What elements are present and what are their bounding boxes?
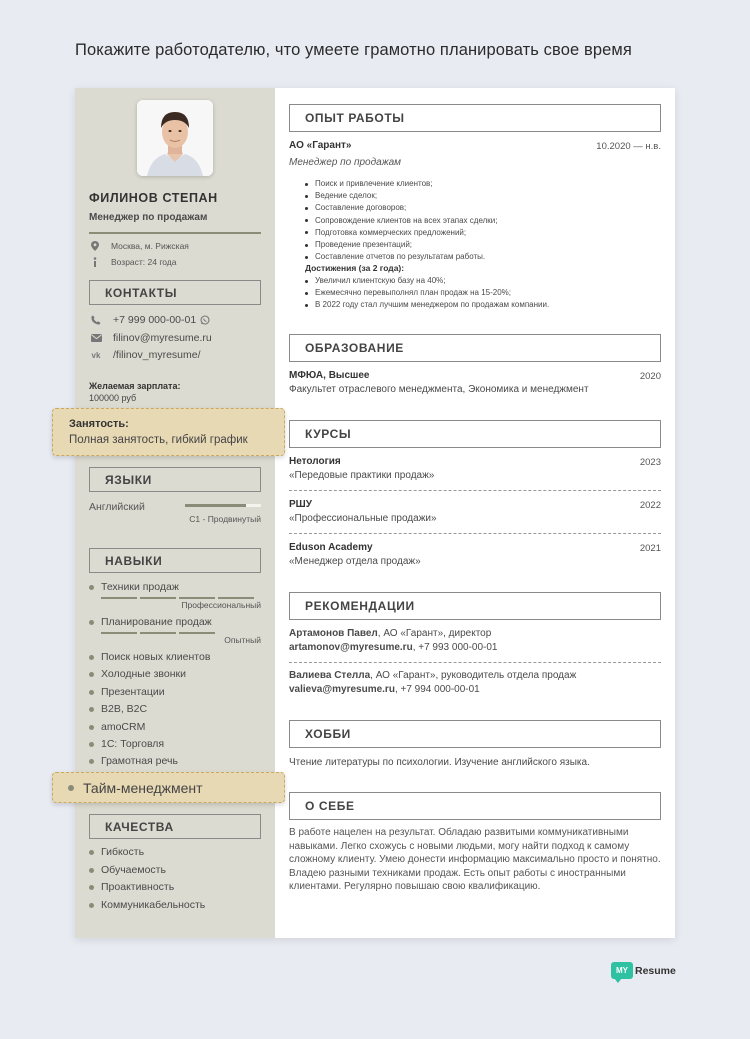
skill-rating-bars: [101, 597, 254, 599]
job-period: 10.2020 — н.в.: [596, 141, 661, 152]
avatar: [137, 100, 213, 176]
recommender-name: Валиева Стелла: [289, 670, 371, 681]
logo-text: Resume: [635, 964, 676, 977]
qualities-heading: КАЧЕСТВА: [89, 814, 261, 839]
list-item: Поиск и привлечение клиентов;: [305, 178, 497, 190]
skill-item: [89, 721, 145, 733]
education-heading: ОБРАЗОВАНИЕ: [289, 334, 661, 362]
age-text: Возраст: 24 года: [111, 257, 177, 267]
skill-name: Холодные звонки: [101, 668, 186, 680]
list-item: Ведение сделок;: [305, 190, 497, 202]
skill-item: [89, 616, 212, 628]
languages-heading: ЯЗЫКИ: [89, 467, 261, 492]
course-org: РШУ: [289, 499, 312, 510]
bullet: [89, 690, 94, 695]
contacts-heading: КОНТАКТЫ: [89, 280, 261, 305]
skill-item: [89, 581, 179, 593]
skill-item: [89, 668, 186, 680]
course-org: Нетология: [289, 456, 341, 467]
skill-item: [89, 738, 164, 750]
hobbies-text: Чтение литературы по психологии. Изучение английского языка.: [289, 757, 590, 768]
quality-item: [89, 846, 144, 858]
duties-list: [305, 178, 497, 263]
rating-bar: [101, 597, 137, 599]
rating-bar: [179, 632, 215, 634]
bullet: [89, 672, 94, 677]
quality-item: [89, 864, 166, 876]
list-item: Ежемесячно перевыполнял план продаж на 15-20%;: [305, 287, 549, 299]
age-row: [89, 257, 176, 267]
rating-bar: [101, 632, 137, 634]
list-item: Сопровождение клиентов на всех этапах сделки;: [305, 215, 497, 227]
recommender-email[interactable]: valieva@myresume.ru: [289, 684, 395, 695]
course-year: 2021: [639, 543, 661, 554]
skill-item: [89, 686, 165, 698]
resume-card: [75, 88, 675, 938]
skill-name: Планирование продаж: [101, 616, 212, 628]
list-item: Составление договоров;: [305, 202, 497, 214]
email-row: [89, 332, 212, 344]
quality-name: Проактивность: [101, 881, 175, 893]
bullet: [89, 903, 94, 908]
job-position: Менеджер по продажам: [289, 157, 402, 168]
course-org: Eduson Academy: [289, 542, 373, 553]
skill-name: Техники продаж: [101, 581, 179, 593]
course-name: «Передовые практики продаж»: [289, 470, 435, 481]
list-item: В 2022 году стал лучшим менеджером по продажам компании.: [305, 299, 549, 311]
skill-level: Опытный: [224, 635, 261, 645]
about-text: В работе нацелен на результат. Обладаю развитыми коммуникативными навыками. Легко схожусь с новыми людьми, могу найти подход к самому сложному клиенту. Умею донести информацию максимально просто и понятно. Владею разными техниками продаж. Есть опыт работы с иностранными клиентами. Регулярно повышаю свою квалификацию.: [289, 827, 661, 892]
skill-item: [89, 755, 178, 767]
recommender-email[interactable]: artamonov@myresume.ru: [289, 642, 413, 653]
quality-item: [89, 899, 205, 911]
skills-heading: НАВЫКИ: [89, 548, 261, 573]
bullet: [89, 742, 94, 747]
divider: [89, 232, 261, 234]
about-heading: О СЕБЕ: [289, 792, 661, 820]
list-item: Подготовка коммерческих предложений;: [305, 227, 497, 239]
achievements-label: Достижения (за 2 года):: [305, 263, 405, 273]
page-headline: Покажите работодателю, что умеете грамотно планировать свое время: [75, 41, 632, 59]
recommender-phone: , +7 993 000-00-01: [412, 642, 498, 653]
vk-icon: vk: [91, 350, 101, 360]
hobbies-heading: ХОББИ: [289, 720, 661, 748]
divider: [289, 490, 661, 491]
company-name: АО «Гарант»: [289, 140, 352, 151]
bullet: [68, 785, 74, 791]
recommender-line: [289, 670, 576, 681]
language-level-bar: [185, 504, 246, 507]
skill-item: [89, 651, 210, 663]
recommender-phone: , +7 994 000-00-01: [394, 684, 480, 695]
skill-name: Презентации: [101, 686, 165, 698]
employment-label: Занятость:: [69, 418, 129, 430]
highlight-skill: Тайм-менеджмент: [83, 780, 203, 796]
mail-icon: [89, 334, 103, 342]
candidate-role: Менеджер по продажам: [89, 212, 208, 223]
skill-name: amoCRM: [101, 721, 146, 733]
quality-name: Обучаемость: [101, 864, 166, 876]
location-row: [89, 241, 189, 251]
bullet: [89, 585, 94, 590]
skill-level: Профессиональный: [181, 600, 261, 610]
divider: [289, 533, 661, 534]
list-item: Проведение презентаций;: [305, 239, 497, 251]
recommender-line: [289, 628, 491, 639]
course-year: 2023: [639, 457, 661, 468]
language-level-bar-rest: [246, 504, 261, 507]
school-name: МФЮА, Высшее: [289, 370, 370, 381]
skill-name: 1С: Торговля: [101, 738, 165, 750]
email-text[interactable]: filinov@myresume.ru: [113, 332, 212, 344]
skill-name: Грамотная речь: [101, 755, 178, 767]
logo-badge: MY: [611, 962, 633, 979]
employment-highlight: [52, 408, 285, 456]
quality-name: Гибкость: [101, 846, 145, 858]
recommender-info: , АО «Гарант», руководитель отдела продаж: [370, 670, 577, 681]
quality-item: [89, 881, 174, 893]
info-icon: [89, 257, 101, 267]
resume-main: [275, 88, 675, 938]
vk-row: [89, 349, 201, 361]
candidate-name: ФИЛИНОВ СТЕПАН: [89, 191, 218, 205]
time-management-highlight: [52, 772, 285, 803]
skill-rating-bars: [101, 632, 215, 634]
recommender-info: , АО «Гарант», директор: [377, 628, 492, 639]
salary-label: Желаемая зарплата:: [89, 381, 181, 391]
whatsapp-icon: [200, 315, 210, 325]
school-program: Факультет отраслевого менеджмента, Экономика и менеджмент: [289, 384, 589, 395]
bullet: [89, 885, 94, 890]
location-text: Москва, м. Рижская: [111, 241, 189, 251]
divider: [289, 662, 661, 663]
resume-sidebar: [75, 88, 275, 938]
bullet: [89, 655, 94, 660]
quality-name: Коммуникабельность: [101, 899, 206, 911]
location-pin-icon: [89, 241, 101, 251]
rating-bar: [140, 597, 176, 599]
list-item: Увеличил клиентскую базу на 40%;: [305, 275, 549, 287]
recommender-name: Артамонов Павел: [289, 628, 378, 639]
rating-bar: [140, 632, 176, 634]
bullet: [89, 620, 94, 625]
skill-item: [89, 703, 147, 715]
myresume-logo: [611, 962, 676, 979]
list-item: Составление отчетов по результатам работы.: [305, 251, 497, 263]
language-level: C1 - Продвинутый: [189, 514, 261, 524]
language-name: Английский: [89, 501, 145, 513]
bullet: [89, 759, 94, 764]
recommendations-heading: РЕКОМЕНДАЦИИ: [289, 592, 661, 620]
bullet: [89, 707, 94, 712]
skill-name: Поиск новых клиентов: [101, 651, 211, 663]
skill-name: B2B, B2C: [101, 703, 148, 715]
course-year: 2022: [639, 500, 661, 511]
rating-bar: [179, 597, 215, 599]
graduation-year: 2020: [639, 371, 661, 382]
bullet: [89, 850, 94, 855]
courses-heading: КУРСЫ: [289, 420, 661, 448]
phone-row: [89, 314, 210, 326]
bullet: [89, 725, 94, 730]
phone-icon: [89, 315, 103, 325]
employment-value: Полная занятость, гибкий график: [69, 434, 248, 446]
course-name: «Профессиональные продажи»: [289, 513, 437, 524]
vk-text[interactable]: /filinov_myresume/: [113, 349, 201, 361]
recommender-contact: [289, 642, 497, 653]
achievements-list: [305, 275, 549, 312]
rating-bar: [218, 597, 254, 599]
recommender-contact: [289, 684, 480, 695]
phone-text[interactable]: +7 999 000-00-01: [113, 314, 197, 326]
experience-heading: ОПЫТ РАБОТЫ: [289, 104, 661, 132]
salary-value: 100000 руб: [89, 393, 137, 403]
course-name: «Менеджер отдела продаж»: [289, 556, 421, 567]
bullet: [89, 868, 94, 873]
